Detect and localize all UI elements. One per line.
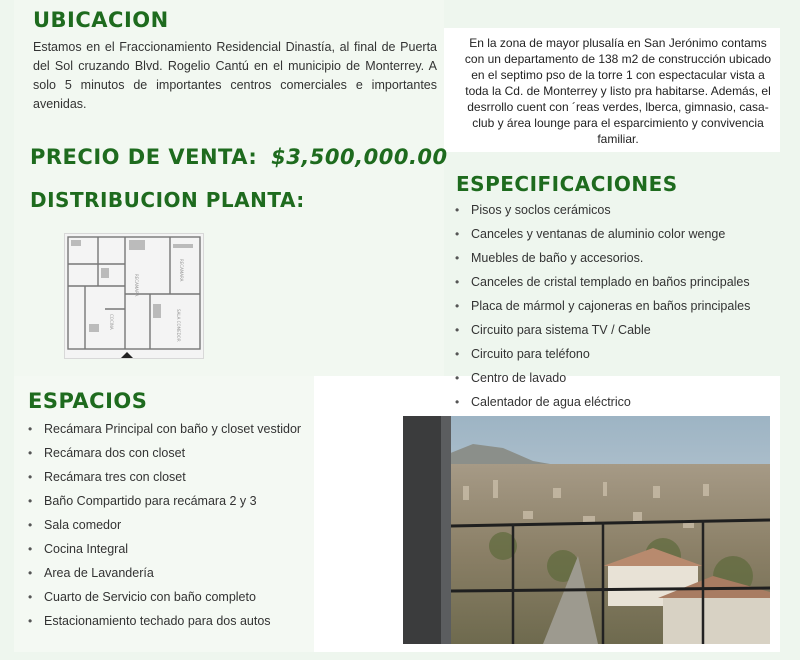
list-item: • Cuarto de Servicio con baño completo: [28, 590, 256, 604]
list-item: • Calentador de agua eléctrico: [455, 395, 631, 409]
svg-text:RECAMARA: RECAMARA: [179, 259, 184, 282]
city-view-photo: [403, 416, 770, 644]
list-item: • Cocina Integral: [28, 542, 129, 556]
list-item: • Pisos y soclos cerámicos: [455, 203, 611, 217]
precio-value: $3,500,000.00: [271, 145, 448, 169]
list-item: • Recámara dos con closet: [28, 446, 186, 460]
list-item: • Circuito para teléfono: [455, 347, 590, 361]
list-item: • Baño Compartido para recámara 2 y 3: [28, 494, 257, 508]
especificaciones-title: ESPECIFICACIONES: [456, 172, 678, 196]
list-item: • Recámara Principal con baño y closet vestidor: [28, 422, 302, 436]
espacios-list: [26, 421, 310, 637]
bullet-icon: •: [455, 299, 460, 313]
ubicacion-title: UBICACION: [33, 8, 169, 32]
bullet-icon: •: [455, 395, 460, 409]
bullet-icon: •: [28, 566, 33, 580]
floor-plan-drawing: [65, 234, 203, 358]
distribucion-title: DISTRIBUCION PLANTA:: [30, 188, 305, 212]
bullet-icon: •: [455, 203, 460, 217]
bullet-icon: •: [455, 323, 460, 337]
espacios-title: ESPACIOS: [28, 389, 148, 413]
svg-text:RECAMARA: RECAMARA: [134, 274, 139, 297]
list-item: • Centro de lavado: [455, 371, 567, 385]
bullet-icon: •: [28, 614, 33, 628]
ubicacion-text: Estamos en el Fraccionamiento Residencial Dinastía, al final de Puerta del Sol cruzando Blvd. Rogelio Cantú en el municipio de Monterrey. A solo 5 minutos de importantes centros comerciales e importantes avenidas.: [33, 40, 437, 111]
bullet-icon: •: [28, 422, 33, 436]
list-item: • Estacionamiento techado para dos autos: [28, 614, 271, 628]
list-item: • Canceles de cristal templado en baños principales: [455, 275, 750, 289]
bullet-icon: •: [28, 518, 33, 532]
bullet-icon: •: [28, 494, 33, 508]
list-item: • Circuito para sistema TV / Cable: [455, 323, 651, 337]
bullet-icon: •: [28, 446, 33, 460]
bullet-icon: •: [455, 371, 460, 385]
bullet-icon: •: [455, 275, 460, 289]
floor-plan-image: [64, 233, 204, 359]
especificaciones-list: [453, 202, 783, 418]
descripcion-text: En la zona de mayor plusalía en San Jerónimo contams con un departamento de 138 m2 de construcción ubicado en el septimo pso de la torre 1 con espectacular vista a toda la Cd. de Monterrey y listo pra habitarse. Además, el desrrollo cuent con ´reas verdes, lberca, gimnasio, casa-club y área lounge para el esparcimiento y convivencia familiar.: [464, 36, 772, 146]
list-item: • Placa de mármol y cajoneras en baños principales: [455, 299, 751, 313]
precio-label: PRECIO DE VENTA:: [30, 145, 258, 169]
svg-text:COCINA: COCINA: [109, 314, 114, 330]
bullet-icon: •: [28, 590, 33, 604]
precio-heading: [30, 145, 448, 169]
list-item: • Canceles y ventanas de aluminio color wenge: [455, 227, 726, 241]
list-item: • Area de Lavandería: [28, 566, 154, 580]
svg-text:SALA COMEDOR: SALA COMEDOR: [176, 309, 181, 342]
bullet-icon: •: [28, 470, 33, 484]
bullet-icon: •: [455, 227, 460, 241]
bullet-icon: •: [455, 251, 460, 265]
bullet-icon: •: [28, 542, 33, 556]
list-item: • Recámara tres con closet: [28, 470, 186, 484]
list-item: • Sala comedor: [28, 518, 122, 532]
list-item: • Muebles de baño y accesorios.: [455, 251, 644, 265]
bullet-icon: •: [455, 347, 460, 361]
city-view-drawing: [403, 416, 770, 644]
